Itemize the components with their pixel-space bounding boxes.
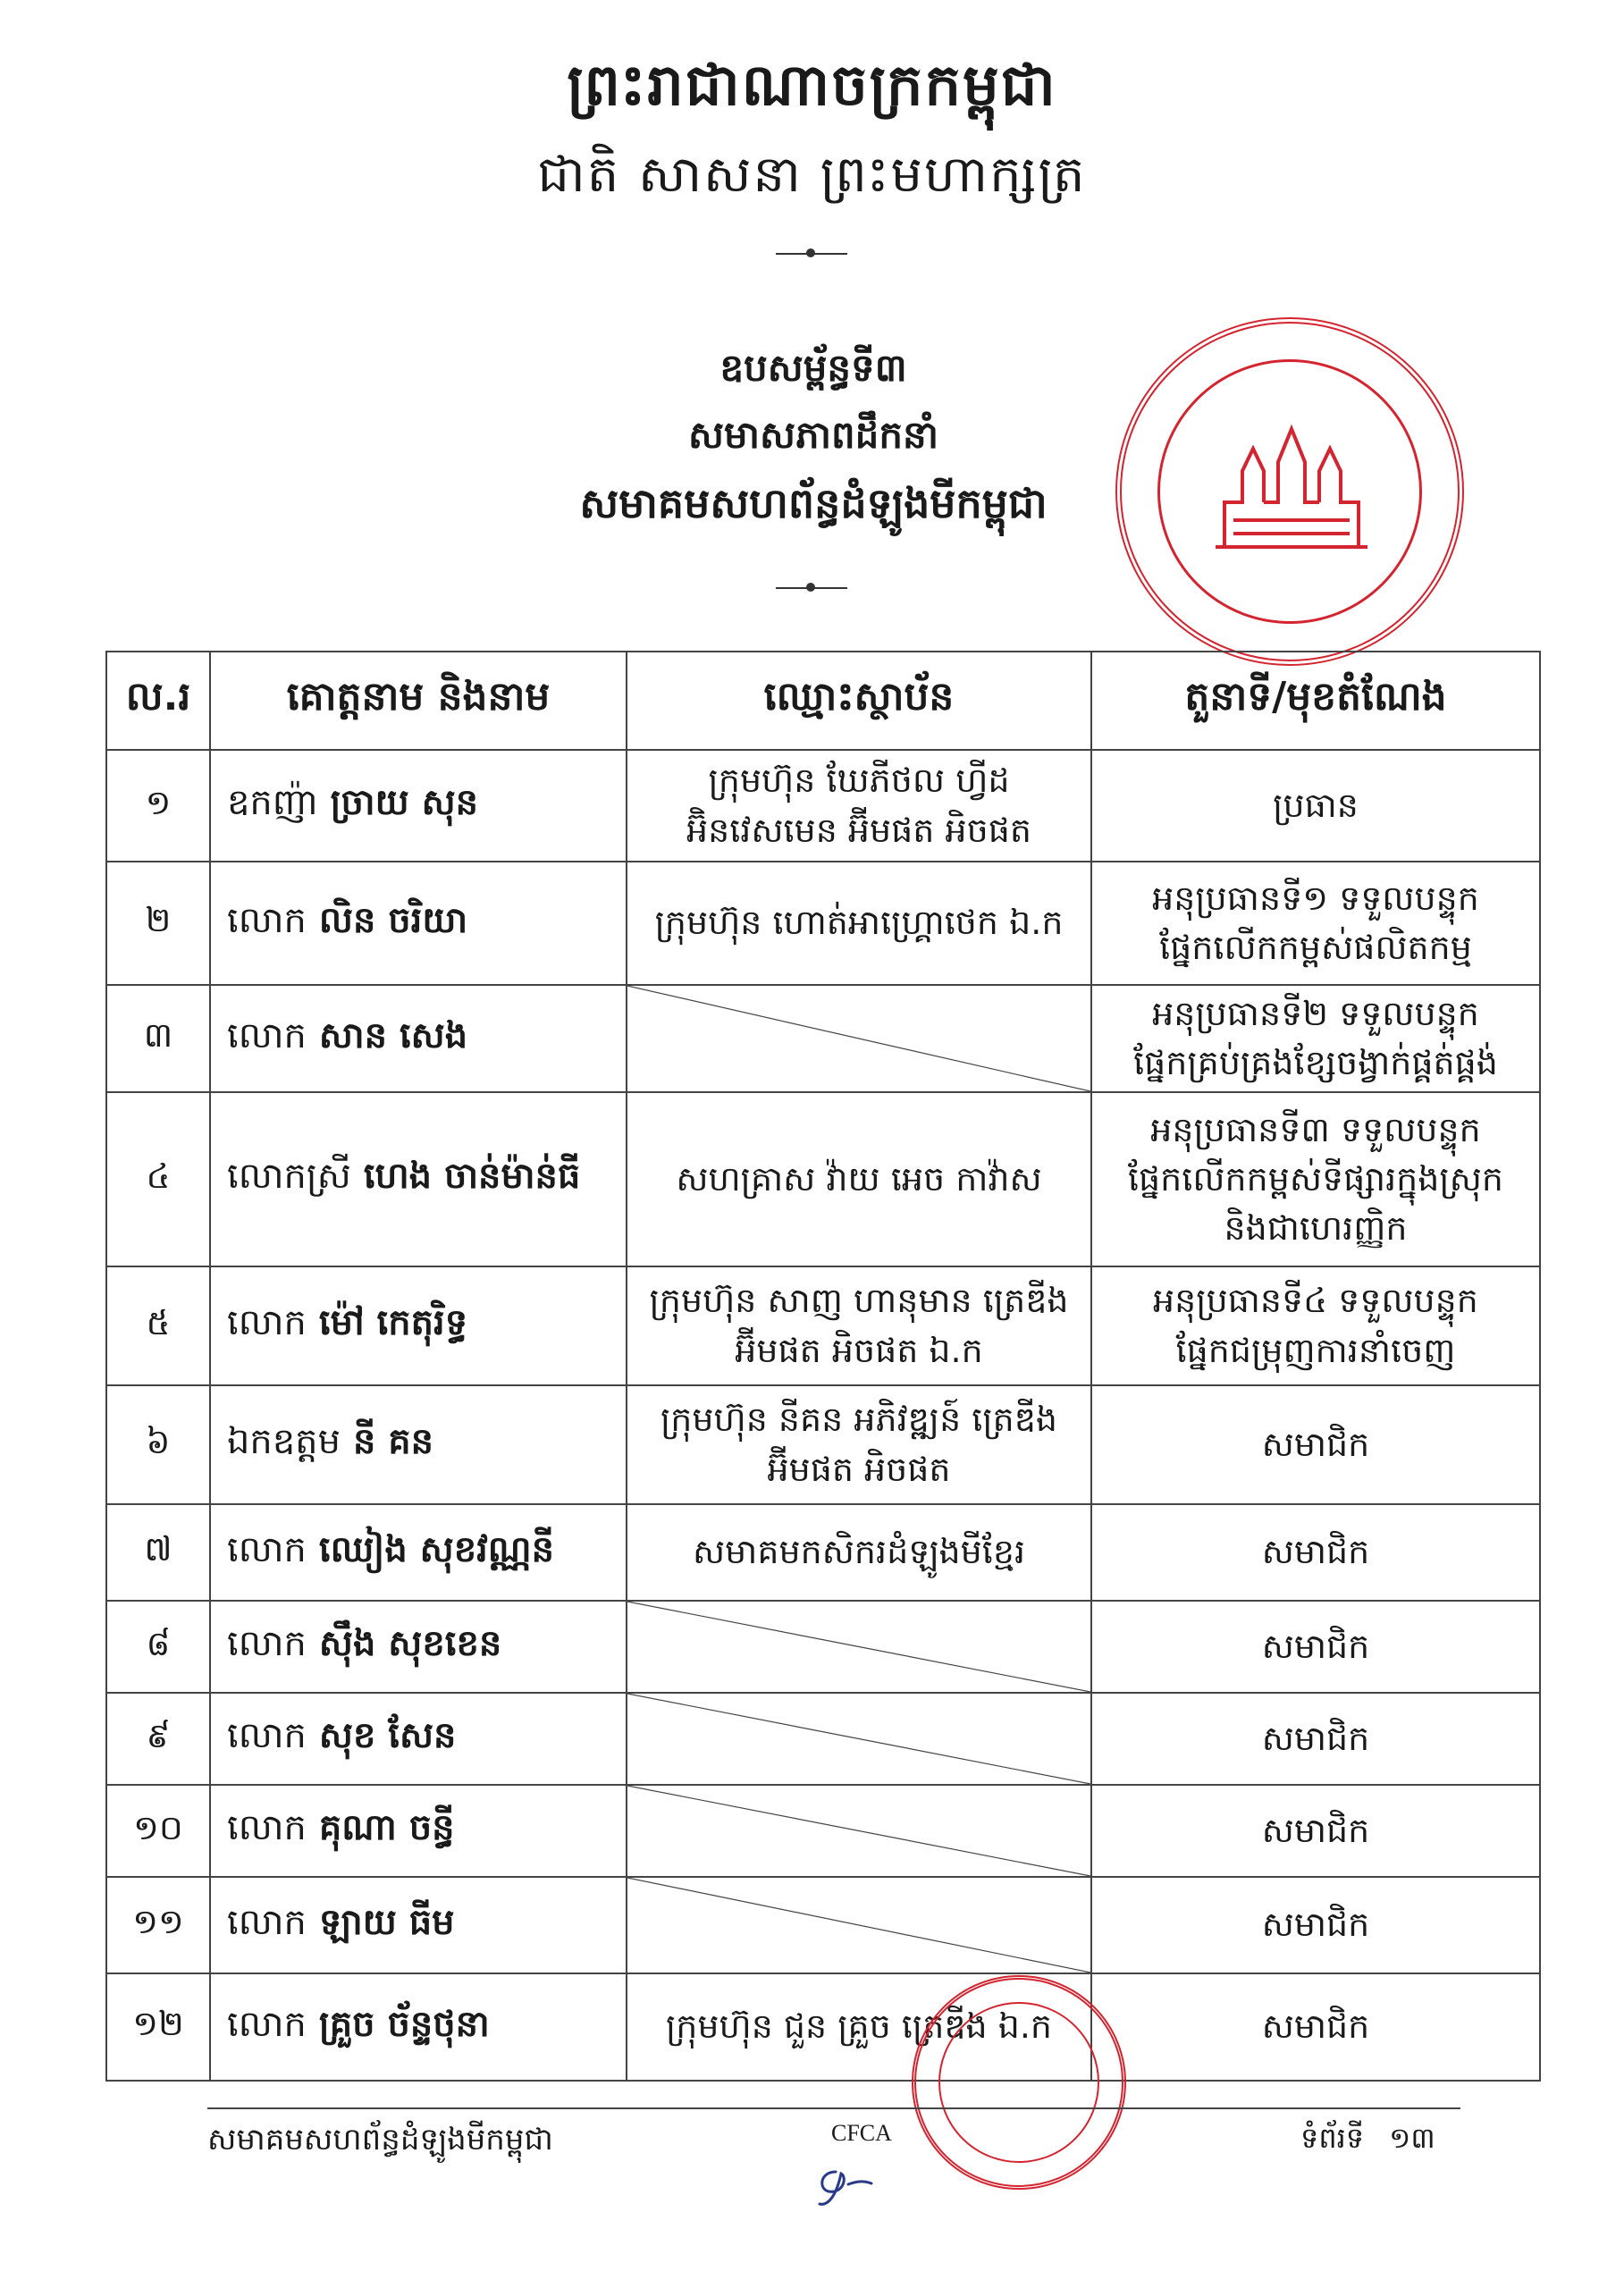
diagonal-strike-icon (627, 1694, 1090, 1784)
organization-cell (627, 1266, 1091, 1385)
diagonal-strike-icon (627, 1786, 1090, 1876)
position-cell (1091, 1266, 1540, 1385)
member-name: នី គន (352, 1421, 434, 1462)
diagonal-strike-icon (627, 1602, 1090, 1692)
row-number: ១២ (106, 1973, 210, 2081)
header-position: តួនាទី/មុខតំណែង (1091, 652, 1540, 750)
table-row (106, 985, 1540, 1092)
diagonal-strike-icon (627, 1878, 1090, 1973)
member-name-cell (210, 1092, 627, 1266)
organization-cell (627, 1385, 1091, 1504)
empty-organization-cell (627, 1785, 1091, 1877)
position-line: ផ្នែកលើកកម្ពស់ផលិតកម្ម (1159, 928, 1472, 967)
honorific: លោក (227, 899, 307, 941)
header-organization: ឈ្មោះស្ថាប័ន (627, 652, 1091, 750)
honorific: លោកស្រី (227, 1156, 351, 1197)
table-row (106, 1877, 1540, 1973)
position-cell (1091, 1877, 1540, 1973)
table-row (106, 862, 1540, 985)
honorific: លោក (227, 1014, 307, 1056)
honorific: លោក (227, 1807, 307, 1848)
table-row (106, 750, 1540, 862)
position-line: និងជាហេរញ្ញិក (1224, 1208, 1408, 1249)
row-number: ៤ (106, 1092, 210, 1266)
page-label: ទំព័រទី (1300, 2121, 1365, 2155)
empty-organization-cell (627, 985, 1091, 1092)
signature-icon (809, 2154, 907, 2208)
row-number: ១០ (106, 1785, 210, 1877)
position-cell (1091, 1601, 1540, 1693)
member-name-cell (210, 1693, 627, 1785)
honorific: លោក (227, 1715, 307, 1756)
position-cell (1091, 1785, 1540, 1877)
position-cell (1091, 1693, 1540, 1785)
member-name-cell (210, 1877, 627, 1973)
position-line: សមាជិក (1261, 1718, 1370, 1758)
honorific: លោក (227, 2003, 307, 2045)
header-name: គោត្តនាម និងនាម (210, 652, 627, 750)
position-cell (1091, 1385, 1540, 1504)
member-name: សុខ សែន (318, 1715, 457, 1756)
footer-association-name: សមាគមសហព័ន្ធដំឡូងមីកម្ពុជា (207, 2122, 553, 2158)
footer-page-indicator (1300, 2120, 1435, 2162)
member-name: ឡាយ ធីម (318, 1901, 455, 1943)
header-no: ល.រ (106, 652, 210, 750)
position-line: អនុប្រធានទី២ ទទួលបន្ទុក (1152, 993, 1479, 1033)
seal-inner-ring (938, 2002, 1099, 2163)
organization-line: ក្រុមហ៊ុន សាញ ហានុមាន ត្រេឌីង (649, 1281, 1069, 1321)
table-row (106, 1266, 1540, 1385)
position-line: សមាជិក (1261, 1626, 1370, 1666)
position-cell (1091, 862, 1540, 985)
divider-ornament (776, 253, 847, 255)
row-number: ១១ (106, 1877, 210, 1973)
row-number: ១ (106, 750, 210, 862)
member-name-cell (210, 862, 627, 985)
national-motto: ជាតិ សាសនា ព្រះមហាក្សត្រ (537, 146, 1087, 204)
organization-line: អ៊ីមផត អិចផត (767, 1449, 951, 1489)
official-seal-icon (912, 1975, 1126, 2190)
row-number: ៩ (106, 1693, 210, 1785)
member-name: ឈៀង សុខវណ្ណនី (318, 1528, 555, 1570)
honorific: ឯកឧត្តម (227, 1421, 341, 1462)
member-name-cell (210, 1385, 627, 1504)
row-number: ៣ (106, 985, 210, 1092)
position-line: អនុប្រធានទី៣ ទទួលបន្ទុក (1150, 1109, 1481, 1149)
member-name: គុណា ចន្ធី (318, 1807, 455, 1848)
position-line: សមាជិក (1261, 1905, 1370, 1945)
member-name: ហេង ចាន់ម៉ាន់ធី (363, 1156, 581, 1197)
member-name-cell (210, 1785, 627, 1877)
row-number: ៧ (106, 1504, 210, 1601)
position-cell (1091, 750, 1540, 862)
row-number: ៥ (106, 1266, 210, 1385)
position-line: អនុប្រធានទី១ ទទួលបន្ទុក (1152, 878, 1479, 918)
member-name: ច្រាយ សុន (330, 782, 479, 823)
table-row (106, 1601, 1540, 1693)
member-name-cell (210, 1601, 627, 1693)
honorific: លោក (227, 1901, 307, 1943)
organization-line: អ៊ីមផត អិចផត ឯ.ក (735, 1330, 983, 1370)
empty-organization-cell (627, 1877, 1091, 1973)
position-line: សមាជិក (1261, 1532, 1370, 1572)
leadership-title: សមាសភាពដឹកនាំ (688, 413, 938, 457)
position-line: សមាជិក (1261, 2006, 1370, 2047)
table-row (106, 1504, 1540, 1601)
position-line: អនុប្រធានទី៤ ទទួលបន្ទុក (1153, 1281, 1478, 1321)
member-name: ម៉ៅ កេតុរិទ្ធ (318, 1302, 468, 1343)
footer-rule (207, 2107, 1460, 2109)
member-name-cell (210, 985, 627, 1092)
footer-cfca-label: CFCA (831, 2120, 892, 2146)
table-row (106, 1385, 1540, 1504)
organization-line: ក្រុមហ៊ុន ឃែភីថល ហ្វីដ (708, 761, 1010, 801)
table-row (106, 1693, 1540, 1785)
position-line: ផ្នែកគ្រប់គ្រងខ្សែចង្វាក់ផ្គត់ផ្គង់ (1133, 1043, 1498, 1082)
member-name-cell (210, 1266, 627, 1385)
empty-organization-cell (627, 1693, 1091, 1785)
honorific: លោក (227, 1528, 307, 1570)
member-name-cell (210, 750, 627, 862)
member-name-cell (210, 1504, 627, 1601)
member-name: សាន សេង (318, 1014, 468, 1056)
member-name: គ្រួច ច័ន្ទថុនា (318, 2003, 490, 2045)
organization-line: សមាគមកសិករដំឡូងមីខ្មែរ (692, 1532, 1026, 1572)
divider-ornament (776, 587, 847, 589)
table-row (106, 1785, 1540, 1877)
page-number: ១៣ (1389, 2121, 1435, 2155)
position-line: សមាជិក (1261, 1424, 1370, 1464)
row-number: ៨ (106, 1601, 210, 1693)
organization-line: ក្រុមហ៊ុន ជួន គ្រួច ត្រេឌីង ឯ.ក (665, 2006, 1053, 2047)
position-cell (1091, 1973, 1540, 2081)
position-cell (1091, 1092, 1540, 1266)
honorific: ឧកញ៉ា (227, 782, 318, 823)
organization-line: ក្រុមហ៊ុន ហោត់អាហ្គ្រោថេក ឯ.ក (654, 903, 1064, 943)
position-line: ប្រធាន (1273, 785, 1359, 825)
position-cell (1091, 1504, 1540, 1601)
member-name: លិន ចរិយា (318, 899, 468, 941)
organization-line: ក្រុមហ៊ុន នីគន អភិវឌ្ឍន៍ ត្រេឌីង (660, 1400, 1058, 1440)
position-line: សមាជិក (1261, 1810, 1370, 1850)
organization-cell (627, 862, 1091, 985)
table-row (106, 1973, 1540, 2081)
row-number: ២ (106, 862, 210, 985)
position-line: ផ្នែកជម្រុញការនាំចេញ (1175, 1330, 1456, 1370)
organization-cell (627, 1092, 1091, 1266)
organization-cell (627, 1504, 1091, 1601)
organization-line: សហគ្រាស វ៉ាយ អេច កាវ៉ាស (676, 1158, 1042, 1199)
organization-cell (627, 750, 1091, 862)
members-table (105, 651, 1541, 2082)
member-name: ស៊ឹង សុខខេន (318, 1623, 502, 1664)
member-name-cell (210, 1973, 627, 2081)
row-number: ៦ (106, 1385, 210, 1504)
official-seal-icon (1115, 317, 1464, 666)
annex-title: ឧបសម្ព័ន្ធទី៣ (719, 346, 907, 390)
association-title: សមាគមសហព័ន្ធដំឡូងមីកម្ពុជា (579, 479, 1048, 527)
members-table-container (105, 651, 1532, 2078)
organization-line: អ៊ិនវេសមេន អ៊ីមផត អិចផត (686, 810, 1031, 850)
angkor-temple-icon (1207, 422, 1376, 556)
position-line: ផ្នែកលើកកម្ពស់ទីផ្សារក្នុងស្រុក (1127, 1158, 1504, 1199)
position-cell (1091, 985, 1540, 1092)
kingdom-heading: ព្រះរាជាណាចក្រកម្ពុជា (567, 53, 1057, 119)
honorific: លោក (227, 1302, 307, 1343)
empty-organization-cell (627, 1601, 1091, 1693)
diagonal-strike-icon (627, 986, 1090, 1091)
table-row (106, 1092, 1540, 1266)
honorific: លោក (227, 1623, 307, 1664)
table-header-row (106, 652, 1540, 750)
